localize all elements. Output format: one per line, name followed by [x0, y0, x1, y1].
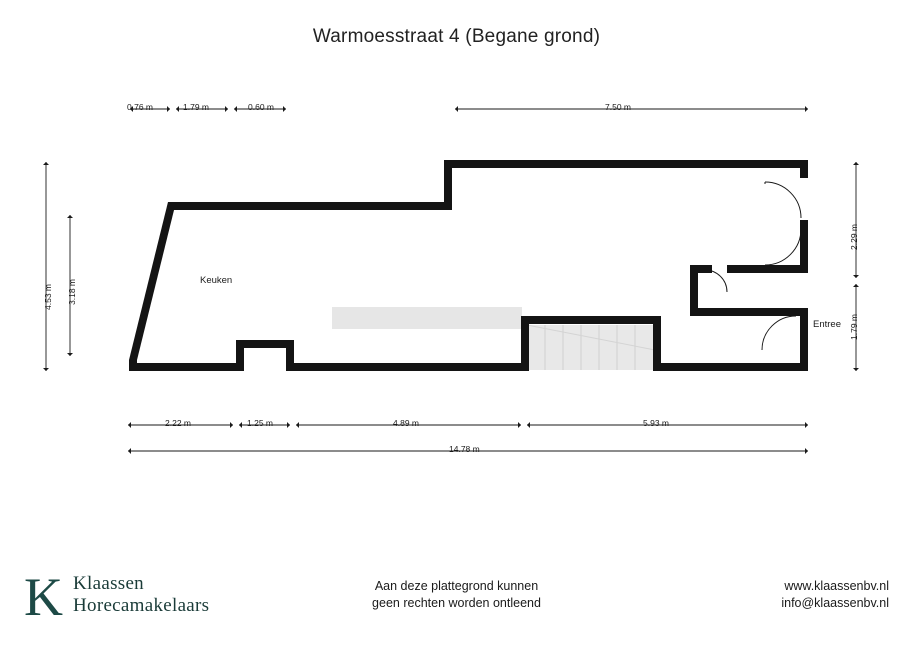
logo-initial-icon: K	[24, 567, 63, 627]
dim-top-1: 1.79 m	[183, 102, 209, 112]
dim-bottom-2: 4.89 m	[393, 418, 419, 428]
contact-info	[781, 578, 889, 612]
room-label-keuken: Keuken	[200, 275, 233, 286]
disclaimer-line-1: Aan deze plattegrond kunnen	[374, 579, 539, 593]
dim-bottom-0: 2.22 m	[165, 418, 191, 428]
dim-bottom-1: 1.25 m	[247, 418, 273, 428]
dim-top-0: 0.76 m	[127, 102, 153, 112]
left-dimension-lines	[43, 162, 73, 371]
staircase	[527, 325, 655, 370]
logo-line-1: Klaassen	[73, 573, 144, 594]
dim-left-1: 3.18 m	[67, 279, 77, 305]
dim-left-0: 4.53 m	[43, 284, 53, 310]
logo-line-2: Horecamakelaars	[73, 595, 210, 616]
footer	[0, 558, 913, 648]
floorplan-drawing	[0, 60, 913, 540]
dim-total-width: 14.78 m	[449, 444, 480, 454]
disclaimer-line-2: geen rechten worden ontleend	[372, 596, 541, 610]
page-title: Warmoesstraat 4 (Begane grond)	[312, 26, 601, 47]
dim-right-0: 2.29 m	[849, 224, 859, 250]
dim-top-2: 0.60 m	[248, 102, 274, 112]
top-dimension-lines	[130, 106, 808, 112]
dim-bottom-3: 5.93 m	[643, 418, 669, 428]
dim-right-1: 1.79 m	[849, 314, 859, 340]
room-label-entree: Entree	[813, 319, 841, 330]
website-link[interactable]: www.klaassenbv.nl	[784, 579, 889, 593]
dim-top-3: 7.50 m	[605, 102, 631, 112]
disclaimer	[0, 578, 913, 612]
email-link[interactable]: info@klaassenbv.nl	[781, 596, 889, 610]
counter-fixture	[332, 307, 522, 329]
